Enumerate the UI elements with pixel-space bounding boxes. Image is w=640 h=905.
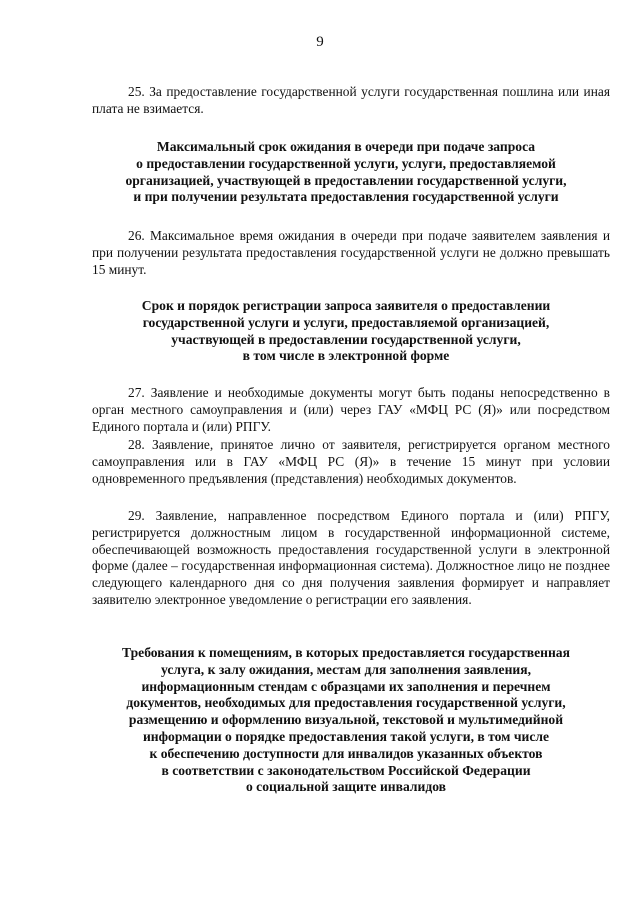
heading-line: услуга, к залу ожидания, местам для заполнения заявления, — [160, 661, 531, 677]
heading-line: информационным стендам с образцами их заполнения и перечнем — [141, 678, 551, 694]
heading-registration — [82, 298, 610, 365]
paragraph-29: 29. Заявление, направленное посредством Единого портала и (или) РПГУ, регистрируется должностным лицом в государственной информационной системе, обеспечивающей возможность предоставления государственной услуги в электронной форме (далее – государственная информационная система). Должностное лицо не позднее следующего календарного дня со дня получения заявления формирует и направляет заявителю электронное уведомление о регистрации его заявления. — [92, 508, 610, 607]
heading-line: Требования к помещениям, в которых предоставляется государственная — [122, 645, 570, 660]
heading-line: в том числе в электронной форме — [242, 348, 450, 364]
heading-line: информации о порядке предоставления такой услуги, в том числе — [142, 728, 550, 744]
heading-line: Срок и порядок регистрации запроса заявителя о предоставлении — [141, 298, 551, 313]
paragraph-27: 27. Заявление и необходимые документы могут быть поданы непосредственно в орган местного самоуправления и (или) через ГАУ «МФЦ РС (Я)» или посредством Единого портала и (или) РПГУ. — [92, 385, 610, 434]
heading-line: о предоставлении государственной услуги, услуги, предоставляемой — [136, 155, 556, 171]
paragraph-25: 25. За предоставление государственной услуги государственная пошлина или иная плата не взимается. — [92, 84, 610, 116]
heading-line: к обеспечению доступности для инвалидов указанных объектов — [149, 745, 543, 761]
paragraph-26: 26. Максимальное время ожидания в очереди при подаче заявителем заявления и при получении результата предоставления государственной услуги не должно превышать 15 минут. — [92, 228, 610, 277]
paragraph-28: 28. Заявление, принятое лично от заявителя, регистрируется органом местного самоуправления или в ГАУ «МФЦ РС (Я)» в течение 15 минут при условии одновременного предъявления (представления) необходимых документов. — [92, 437, 610, 486]
heading-line: размещению и оформлению визуальной, текстовой и мультимедийной — [128, 712, 564, 728]
heading-line: о социальной защите инвалидов — [245, 779, 447, 795]
heading-line: и при получении результата предоставления государственной услуги — [133, 189, 559, 205]
heading-max-wait-time — [82, 139, 610, 206]
heading-line: государственной услуги и услуги, предоставляемой организацией, — [142, 314, 550, 330]
heading-premises-requirements — [82, 645, 610, 796]
heading-line: документов, необходимых для предоставления государственной услуги, — [126, 695, 566, 711]
heading-line: в соответствии с законодательством Российской Федерации — [161, 762, 531, 778]
heading-line: участвующей в предоставлении государственной услуги, — [171, 331, 521, 347]
heading-line: Максимальный срок ожидания в очереди при подаче запроса — [156, 139, 536, 154]
page-number: 9 — [316, 34, 324, 50]
heading-line: организацией, участвующей в предоставлении государственной услуги, — [125, 172, 567, 188]
